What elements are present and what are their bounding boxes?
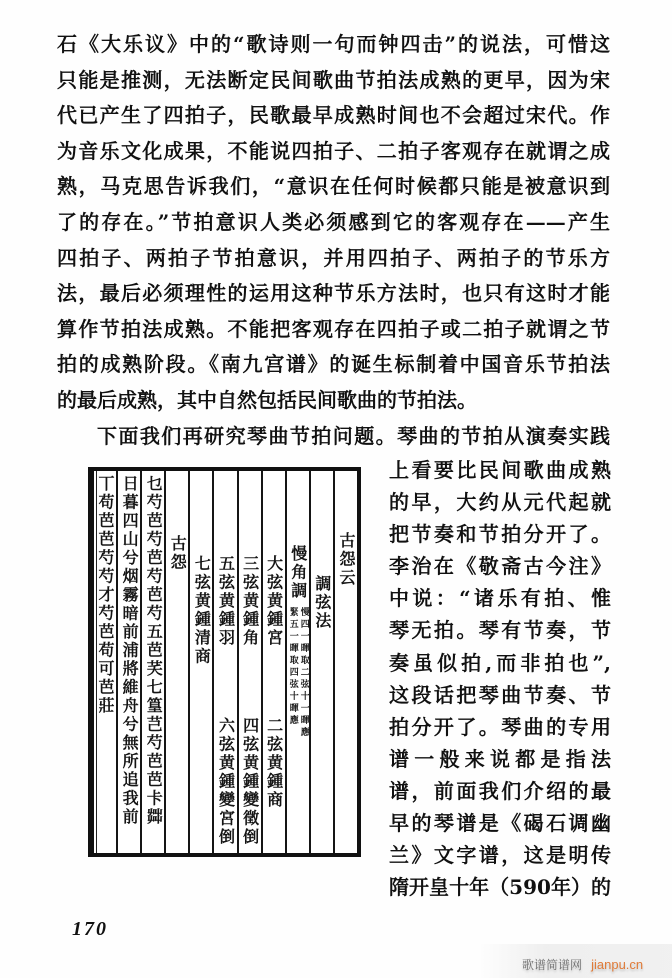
body-line: 了的存在。”节拍意识人类必须感到它的客观存在——产生 <box>57 209 610 234</box>
watermark-site-name: 歌谱简谱网 <box>522 958 583 972</box>
figure-piece-title: 古怨 <box>168 535 188 572</box>
figure-string-lower: 二弦黄鍾商 <box>264 717 284 810</box>
figure-mode-annotation <box>287 607 309 739</box>
figure-column-strings-1-2 <box>261 471 285 853</box>
side-line: 奏虽似拍,而非拍也”, <box>389 650 611 675</box>
figure-string-upper: 五弦黄鍾羽 <box>216 555 236 648</box>
body-text <box>57 27 610 454</box>
figure-column-mode <box>285 471 309 853</box>
body-line: 石《大乐议》中的“歌诗则一句而钟四击”的说法，可惜这 <box>57 32 610 56</box>
watermark-domain: jianpu.cn <box>591 957 644 972</box>
side-line: 谱一般来说都是指法 <box>389 746 611 771</box>
side-line: 上看要比民间歌曲成熟 <box>389 458 611 482</box>
body-line: 拍的成熟阶段。《南九宫谱》的诞生标制着中国音乐节拍法 <box>57 352 610 377</box>
figure-string-upper: 大弦黄鍾宮 <box>264 555 284 648</box>
figure-string-upper: 三弦黄鍾角 <box>240 555 260 648</box>
body-line: 只能是推测，无法断定民间歌曲节拍法成熟的更早，因为宋 <box>57 67 610 92</box>
paragraph-last-line: 的最后成熟，其中自然包括民间歌曲的节拍法。 <box>57 387 477 412</box>
figure-column-strings-3-4 <box>237 471 261 853</box>
figure-column-title <box>333 471 357 853</box>
qin-score-figure <box>88 467 361 857</box>
figure-tablature-text: 丅苟芭芭芍芍才芍芭苟可芭莊 <box>96 475 116 716</box>
side-line: 这段话把琴曲节奏、节 <box>389 682 611 707</box>
figure-column-tablature <box>140 471 164 853</box>
figure-column-tablature <box>94 471 116 853</box>
side-line: 兰》文字谱，这是明传 <box>389 843 611 868</box>
figure-tuning-method-text: 調弦法 <box>312 575 332 631</box>
figure-column-tuning-method <box>309 471 333 853</box>
watermark-text <box>522 954 643 973</box>
body-line: 代已产生了四拍子，民歌最早成熟时间也不会超过宋代。作 <box>57 103 610 128</box>
body-line: 为音乐文化成果，不能说四拍子、二拍子客观存在就谓之成 <box>57 138 610 163</box>
body-line: 法，最后必须理性的运用这种节乐方法时，也只有这时才能 <box>57 281 610 306</box>
side-line: 拍分开了。琴曲的专用 <box>389 714 611 739</box>
body-line: 算作节拍法成熟。不能把客观存在四拍子或二拍子就谓之节 <box>57 316 610 341</box>
figure-column-strings-5-6 <box>212 471 236 853</box>
figure-string-upper: 七弦黄鍾清商 <box>192 555 212 666</box>
figure-string-lower: 六弦黄鍾變宮倒 <box>216 717 236 847</box>
paragraph-first-line: 下面我们再研究琴曲节拍问题。琴曲的节拍从演奏实践 <box>97 423 610 448</box>
page-number: 170 <box>72 918 108 940</box>
figure-column-lyrics <box>116 471 140 853</box>
body-line: 熟，马克思告诉我们，“意识在任何时候都只能是被意识到 <box>57 174 610 199</box>
side-line: 谱，前面我们介绍的最 <box>389 778 611 803</box>
figure-column-piece-title <box>164 471 188 853</box>
side-line: 李治在《敬斋古今注》 <box>389 554 611 579</box>
annotation-right: 慢四一暉取二弦十一暉應 <box>298 607 309 739</box>
figure-title-text: 古怨云 <box>336 532 356 588</box>
figure-lyrics-text: 日暮四山兮烟霧暗前浦將維舟兮無所追我前 <box>120 475 140 827</box>
side-line: 早的琴谱是《碣石调幽 <box>389 811 611 836</box>
figure-mode-text: 慢角調 <box>288 545 308 601</box>
side-line: 隋开皇十年（590年）的 <box>389 875 611 900</box>
side-line: 把节奏和节拍分开了。 <box>389 522 611 547</box>
figure-tablature-text: 乜芍芭芍芭芍芭芍五芭芺七篁芑芍芭芭卡茻 <box>144 475 164 827</box>
figure-string-lower: 四弦黄鍾變徵倒 <box>240 717 260 847</box>
side-text <box>389 454 611 903</box>
side-line: 中说：“诸乐有拍、惟 <box>389 586 611 611</box>
annotation-left: 緊五一暉取四弦十暉應 <box>287 607 298 727</box>
watermark <box>478 944 672 978</box>
side-line: 的早，大约从元代起就 <box>389 490 611 515</box>
figure-column-string-7 <box>188 471 212 853</box>
side-line: 琴无拍。琴有节奏，节 <box>389 618 611 643</box>
body-line: 四拍子、两拍子节拍意识，并用四拍子、两拍子的节乐方 <box>57 245 610 270</box>
